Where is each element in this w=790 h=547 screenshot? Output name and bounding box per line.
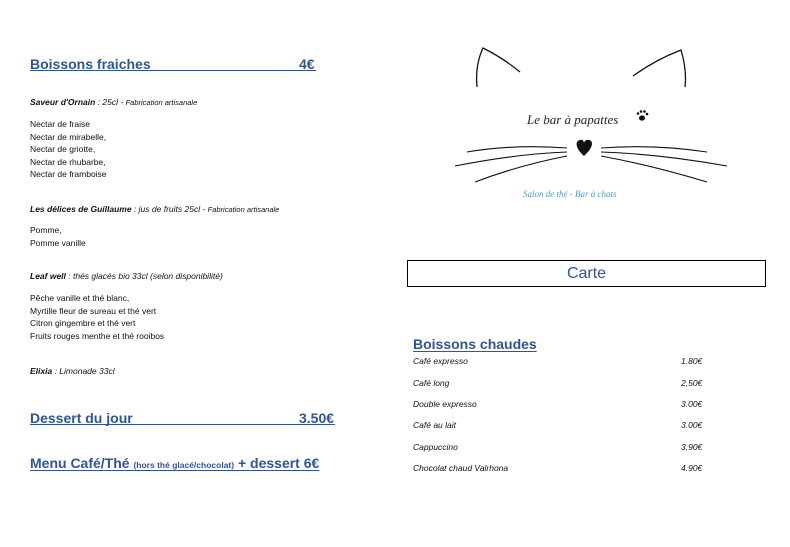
carte-title: Carte: [566, 264, 607, 282]
logo-subtitle: Salon de thé - Bar à chats: [523, 189, 617, 199]
cat-ears-icon: [477, 48, 686, 87]
ornain-brand: Saveur d'Ornain: [30, 97, 96, 107]
guillaume-brand: Les délices de Guillaume: [30, 204, 132, 214]
hot-item-name: Café expresso: [413, 356, 468, 366]
hot-item-price: 3.00€: [681, 399, 703, 409]
dessert-price: 3.50€: [299, 410, 335, 426]
table-row: [413, 356, 713, 366]
list-item: Citron gingembre et thé vert: [30, 318, 136, 329]
leafwell-detail: : thés glacés bio 33cl (selon disponibilité): [65, 271, 223, 281]
ornain-line: [30, 97, 197, 107]
cold-drinks-underline: [30, 70, 316, 71]
list-item: Nectar de griotte,: [30, 144, 96, 155]
list-item: Nectar de mirabelle,: [30, 131, 107, 142]
hot-item-price: 3.00€: [681, 420, 703, 430]
menu-note: (hors thé glacé/chocolat): [133, 460, 235, 470]
table-row: [413, 463, 713, 473]
logo: [445, 40, 735, 210]
ornain-list: [30, 118, 107, 181]
menu-rest: + dessert 6€: [234, 455, 320, 471]
hot-item-price: 2,50€: [681, 378, 703, 388]
list-item: Pomme,: [30, 225, 62, 235]
table-row: [413, 442, 713, 452]
list-item: Nectar de fraise: [30, 119, 90, 129]
list-item: Fruits rouges menthe et thé rooibos: [30, 330, 165, 341]
leafwell-brand: Leaf well: [30, 271, 66, 281]
hot-item-name: Double expresso: [413, 399, 477, 409]
table-row: [413, 420, 713, 430]
heart-nose-icon: [577, 140, 592, 156]
hot-item-price: 1.80€: [681, 356, 703, 366]
carte-box: [407, 260, 766, 287]
guillaume-sep: : jus de fruits 25cl -: [131, 204, 208, 214]
cold-drinks-price: 4€: [299, 56, 315, 72]
hot-item-name: Chocolat chaud Valrhona: [413, 463, 509, 473]
logo-name: Le bar à papattes: [527, 112, 619, 127]
list-item: Nectar de rhubarbe,: [30, 156, 106, 167]
leafwell-list: [30, 292, 164, 342]
paw-icon: [637, 110, 649, 120]
whiskers-icon: [455, 147, 727, 182]
hot-item-name: Cappuccino: [413, 442, 458, 452]
elixia-detail: : Limonade 33cl: [52, 366, 115, 376]
list-item: Pomme vanille: [30, 237, 86, 248]
ornain-sep: : 25cl -: [95, 97, 126, 107]
menu-heading: [30, 455, 319, 471]
elixia-brand: Elixia: [30, 366, 53, 376]
table-row: [413, 378, 713, 388]
dessert-title: Dessert du jour: [30, 410, 133, 426]
hot-item-name: Café au lait: [413, 420, 456, 430]
hot-drinks-title: Boissons chaudes: [413, 336, 537, 352]
hot-item-name: Café long: [413, 378, 450, 388]
cold-drinks-title: Boissons fraiches: [30, 56, 151, 72]
list-item: Nectar de framboise: [30, 169, 107, 180]
dessert-underline: [30, 424, 335, 425]
ornain-detail: Fabrication artisanale: [125, 98, 198, 107]
leafwell-line: [30, 271, 223, 281]
table-row: [413, 399, 713, 409]
hot-item-price: 4.90€: [681, 463, 703, 473]
list-item: Myrtille fleur de sureau et thé vert: [30, 305, 157, 316]
guillaume-list: [30, 224, 86, 249]
hot-item-price: 3.90€: [681, 442, 703, 452]
elixia-line: [30, 366, 115, 376]
menu-title: Menu Café/Thé: [30, 455, 130, 471]
guillaume-line: [30, 204, 279, 214]
guillaume-detail: Fabrication artisanale: [207, 205, 280, 214]
list-item: Pêche vanille et thé blanc,: [30, 293, 130, 303]
